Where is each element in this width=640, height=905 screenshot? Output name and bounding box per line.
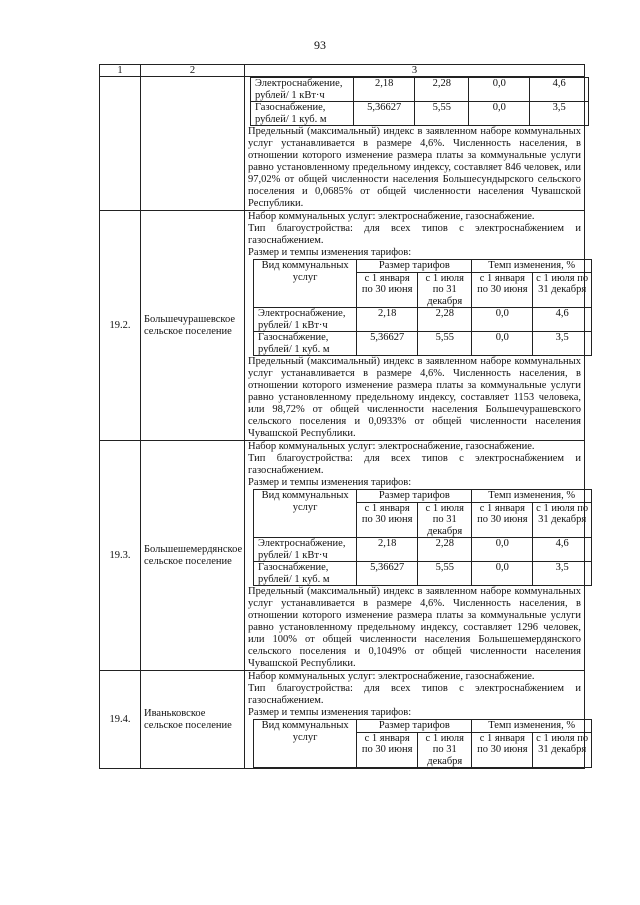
rate-value-1: 0,0: [472, 332, 533, 356]
period-header: с 1 января по 30 июня: [472, 272, 533, 308]
service-column-header: Вид коммунальных услуг: [254, 260, 357, 308]
period-header: с 1 июля по 31 декабря: [533, 502, 592, 538]
service-name: Газоснабжение, рублей/ 1 куб. м: [254, 332, 357, 356]
tariff-value-1: 5,36627: [357, 332, 418, 356]
tariff-size-header: Размер тарифов: [357, 720, 472, 733]
page-number: 93: [314, 38, 326, 52]
settlement-name: Большешемердянское сельское поселение: [141, 441, 245, 671]
tariff-table: [250, 77, 589, 126]
rate-value-1: 0,0: [472, 538, 533, 562]
tariff-row-electricity: [251, 78, 589, 102]
service-name: Электроснабжение, рублей/ 1 кВт·ч: [254, 538, 357, 562]
period-header: с 1 июля по 31 декабря: [418, 272, 472, 308]
column-number-header: [100, 65, 585, 77]
table-row: [100, 77, 585, 211]
period-header: с 1 июля по 31 декабря: [418, 502, 472, 538]
period-header: с 1 января по 30 июня: [472, 502, 533, 538]
row-number: 19.3.: [100, 441, 141, 671]
period-header: с 1 января по 30 июня: [357, 732, 418, 768]
table-row: [100, 211, 585, 441]
rate-value-1: 0,0: [472, 308, 533, 332]
period-header: с 1 июля по 31 декабря: [533, 272, 592, 308]
tariff-size-header: Размер тарифов: [357, 490, 472, 503]
tariff-value-1: 5,36627: [357, 562, 418, 586]
header-col-1: 1: [100, 65, 141, 77]
tariff-value-1: 2,18: [354, 78, 415, 102]
header-col-2: 2: [141, 65, 245, 77]
rate-value-2: 3,5: [530, 102, 589, 126]
settlement-name: Большечурашевское сельское поселение: [141, 211, 245, 441]
tariff-table: [253, 489, 592, 586]
header-col-3: 3: [245, 65, 585, 77]
services-line: Набор коммунальных услуг: электроснабжение, газоснабжение.: [248, 441, 535, 452]
tariff-heading: Размер и темпы изменения тарифов:: [248, 247, 412, 258]
service-column-header: Вид коммунальных услуг: [254, 720, 357, 768]
rate-value-1: 0,0: [469, 78, 530, 102]
tariff-document-table: [99, 64, 589, 769]
rate-change-header: Темп изменения, %: [472, 260, 592, 273]
tariff-value-2: 5,55: [415, 102, 469, 126]
period-header: с 1 июля по 31 декабря: [418, 732, 472, 768]
rate-value-2: 4,6: [533, 308, 592, 332]
settlement-name: Иваньковское сельское поселение: [141, 671, 245, 769]
tariff-value-1: 5,36627: [354, 102, 415, 126]
tariff-value-2: 2,28: [418, 308, 472, 332]
tariff-header-row: [254, 490, 592, 503]
rate-value-2: 3,5: [533, 562, 592, 586]
row-number: 19.2.: [100, 211, 141, 441]
period-header: с 1 июля по 31 декабря: [533, 732, 592, 768]
tariff-row-gas: [251, 102, 589, 126]
amenity-line: Тип благоустройства: для всех типов с электроснабжением и газоснабжением.: [248, 223, 581, 246]
tariff-value-1: 2,18: [357, 538, 418, 562]
service-column-header: Вид коммунальных услуг: [254, 490, 357, 538]
tariff-table: [253, 719, 592, 768]
services-line: Набор коммунальных услуг: электроснабжение, газоснабжение.: [248, 671, 535, 682]
services-line: Набор коммунальных услуг: электроснабжение, газоснабжение.: [248, 211, 535, 222]
tariff-value-2: 2,28: [415, 78, 469, 102]
tariff-heading: Размер и темпы изменения тарифов:: [248, 477, 412, 488]
tariff-row-gas: [254, 332, 592, 356]
rate-value-1: 0,0: [472, 562, 533, 586]
section-body: [245, 211, 589, 441]
amenity-line: Тип благоустройства: для всех типов с электроснабжением и газоснабжением.: [248, 453, 581, 476]
service-name: Газоснабжение, рублей/ 1 куб. м: [254, 562, 357, 586]
index-description: Предельный (максимальный) индекс в заявленном наборе коммунальных услуг устанавливается в размере 4,6%. Численность населения, в отношении которого изменение размера платы за коммунальные услуги равно установленному предельному индексу, составляет 846 человек, или 97,02% от общей численности населения Большесундырского сельского поселения и 0,0685% от общей численности населения Чувашской Республики.: [248, 126, 581, 209]
index-description: Предельный (максимальный) индекс в заявленном наборе коммунальных услуг устанавливается в размере 4,6%. Численность населения, в отношении которого изменение размера платы за коммунальные услуги равно установленному предельному индексу, составляет 1153 человека, или 98,72% от общей численности населения Большечурашевского сельского поселения и 0,0933% от общей численности населения Чувашской Республики.: [248, 356, 581, 439]
index-description: Предельный (максимальный) индекс в заявленном наборе коммунальных услуг устанавливается в размере 4,6%. Численность населения, в отношении которого изменение размера платы за коммунальные услуги равно установленному предельному индексу, составляет 1296 человек, или 100% от общей численности населения Большешемердянского сельского поселения и 0,1049% от общей численности населения Чувашской Республики.: [248, 586, 581, 669]
section-body: [245, 441, 589, 671]
tariff-heading: Размер и темпы изменения тарифов:: [248, 707, 412, 718]
tariff-value-1: 2,18: [357, 308, 418, 332]
tariff-row-electricity: [254, 308, 592, 332]
tariff-value-2: 2,28: [418, 538, 472, 562]
tariff-size-header: Размер тарифов: [357, 260, 472, 273]
rate-value-2: 4,6: [533, 538, 592, 562]
tariff-row-electricity: [254, 538, 592, 562]
rate-value-1: 0,0: [469, 102, 530, 126]
service-name: Электроснабжение, рублей/ 1 кВт·ч: [251, 78, 354, 102]
amenity-line: Тип благоустройства: для всех типов с электроснабжением и газоснабжением.: [248, 683, 581, 706]
tariff-table: [253, 259, 592, 356]
rate-change-header: Темп изменения, %: [472, 490, 592, 503]
service-name: Газоснабжение, рублей/ 1 куб. м: [251, 102, 354, 126]
section-body: [245, 77, 585, 211]
tariff-header-row: [254, 260, 592, 273]
service-name: Электроснабжение, рублей/ 1 кВт·ч: [254, 308, 357, 332]
rate-value-2: 3,5: [533, 332, 592, 356]
tariff-row-gas: [254, 562, 592, 586]
row-number-cell: [100, 77, 141, 211]
table-row: [100, 441, 585, 671]
tariff-value-2: 5,55: [418, 332, 472, 356]
tariff-header-row: [254, 720, 592, 733]
period-header: с 1 января по 30 июня: [357, 272, 418, 308]
period-header: с 1 января по 30 июня: [472, 732, 533, 768]
period-header: с 1 января по 30 июня: [357, 502, 418, 538]
table-row: [100, 671, 585, 769]
rate-change-header: Темп изменения, %: [472, 720, 592, 733]
section-body: [245, 671, 589, 769]
tariff-value-2: 5,55: [418, 562, 472, 586]
row-number: 19.4.: [100, 671, 141, 769]
settlement-name-cell: [141, 77, 245, 211]
rate-value-2: 4,6: [530, 78, 589, 102]
